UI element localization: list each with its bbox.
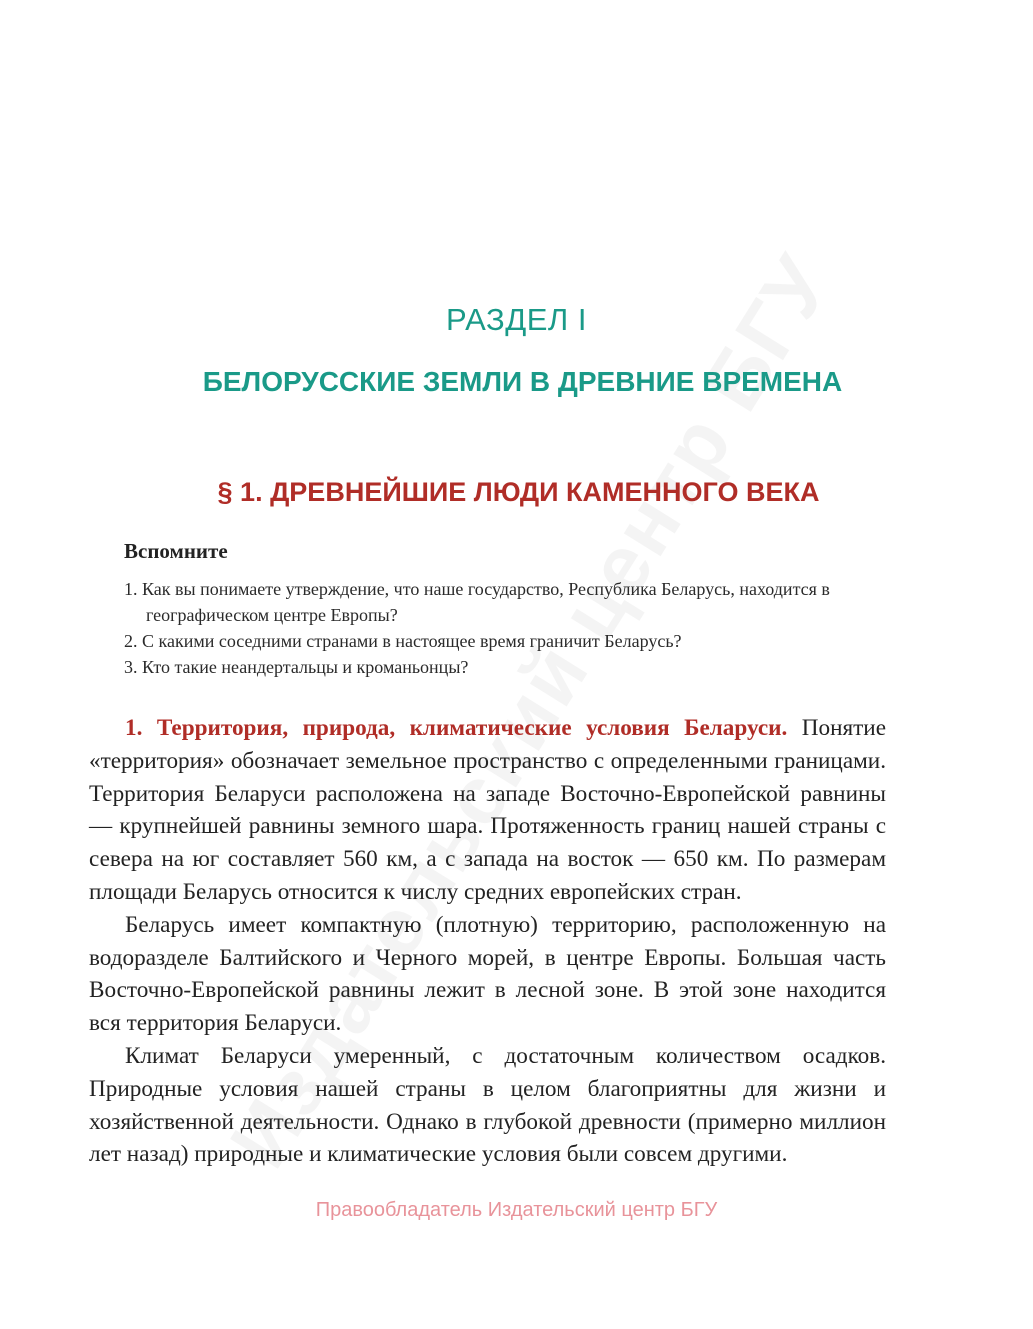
body-text bbox=[89, 712, 886, 1171]
question-item: 2. С какими соседними странами в настоящее время граничит Беларусь? bbox=[124, 631, 682, 651]
section-title: БЕЛОРУССКИЕ ЗЕМЛИ В ДРЕВНИЕ ВРЕМЕНА bbox=[202, 366, 843, 397]
body-paragraph: Климат Беларуси умеренный, с достаточным количеством осадков. Природные условия нашей страны в целом благоприятны для жизни и хозяйственной деятельности. Однако в глубокой древности (примерно миллион лет назад) природные и климатические условия были совсем другими. bbox=[89, 1042, 886, 1168]
question-item: 1. Как вы понимаете утверждение, что наше государство, Республика Беларусь, находится в географическом центре Европы? bbox=[124, 579, 830, 625]
body-paragraph bbox=[89, 712, 886, 909]
paragraph-title: § 1. ДРЕВНЕЙШИЕ ЛЮДИ КАМЕННОГО ВЕКА bbox=[217, 477, 820, 507]
point-title: 1. Территория, природа, климатические условия Беларуси. bbox=[125, 715, 788, 741]
question-item: 3. Кто такие неандертальцы и кроманьонцы? bbox=[124, 657, 469, 677]
body-paragraph-text: Понятие «территория» обозначает земельное пространство с определенными границами. Территория Беларуси расположена на западе Восточно-Европейской равнины — крупнейшей равнины земного шара. Протяженность границ нашей страны с севера на юг составляет 560 км, а с запада на восток — 650 км. По размерам площади Беларусь относится к числу средних европейских стран. bbox=[89, 715, 886, 905]
section-label: РАЗДЕЛ I bbox=[446, 302, 587, 337]
recall-heading: Вспомните bbox=[124, 539, 228, 563]
recall-questions bbox=[124, 576, 894, 680]
copyright-footer: Правообладатель Издательский центр БГУ bbox=[315, 1199, 718, 1221]
body-paragraph: Беларусь имеет компактную (плотную) территорию, расположенную на водоразделе Балтийского и Черного морей, в центре Европы. Большая часть Восточно-Европейской равнины лежит в лесной зоне. В этой зоне находится вся территория Беларуси. bbox=[89, 911, 886, 1037]
